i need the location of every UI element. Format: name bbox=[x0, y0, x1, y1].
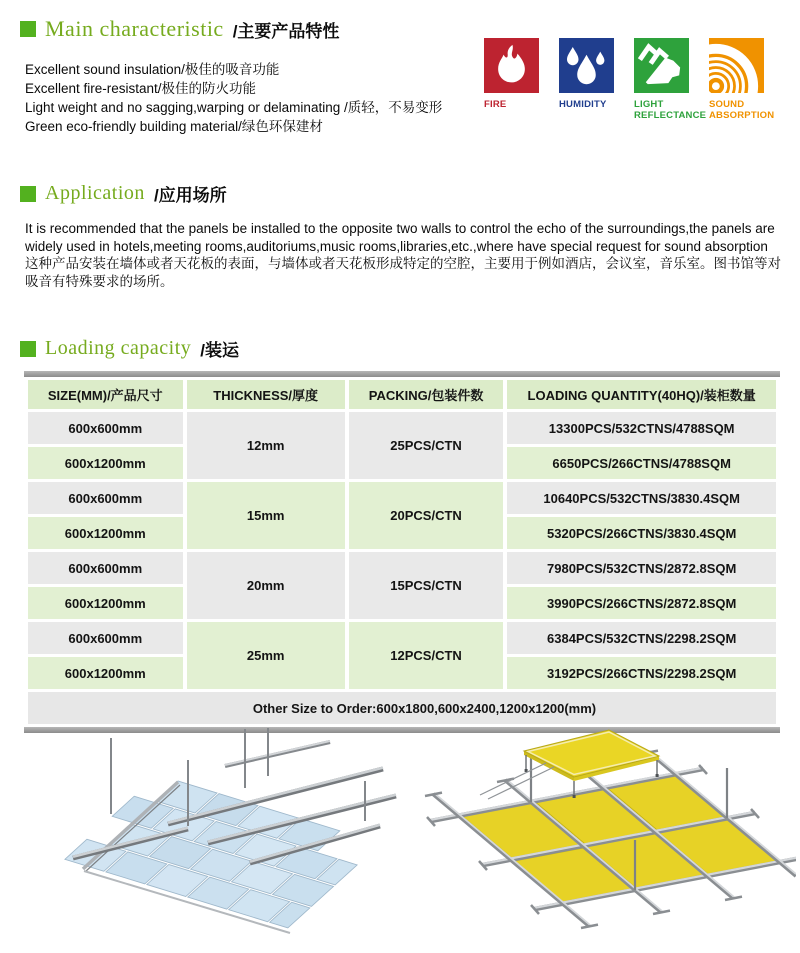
property-badges bbox=[484, 38, 775, 121]
loading-cell: 7980PCS/532CTNS/2872.8SQM bbox=[507, 552, 776, 584]
badge-sound-absorption bbox=[709, 38, 775, 121]
main-characteristic-heading bbox=[20, 16, 339, 42]
application-text-cn: 这种产品安装在墙体或者天花板的表面，与墙体或者天花板形成特定的空腔，主要用于例如酒店，会议室，音乐室。图书馆等对吸音有特殊要求的场所。 bbox=[25, 256, 781, 289]
header-size: SIZE(MM)/产品尺寸 bbox=[28, 380, 183, 409]
badge-humidity bbox=[559, 38, 625, 121]
light-reflectance-icon bbox=[634, 38, 689, 93]
loading-cell: 3192PCS/266CTNS/2298.2SQM bbox=[507, 657, 776, 689]
size-cell: 600x1200mm bbox=[28, 587, 183, 619]
t-grid-panel-diagram bbox=[404, 716, 796, 953]
suspended-ceiling-diagram bbox=[28, 726, 400, 952]
thickness-cell: 12mm bbox=[187, 412, 345, 479]
feature-line: Light weight and no sagging,warping or delaminating /质轻，不易变形 bbox=[25, 100, 443, 115]
header-thickness: THICKNESS/厚度 bbox=[187, 380, 345, 409]
header-packing: PACKING/包装件数 bbox=[349, 380, 504, 409]
feature-line: Excellent fire-resistant/极佳的防火功能 bbox=[25, 81, 257, 96]
thickness-cell: 25mm bbox=[187, 622, 345, 689]
badge-fire bbox=[484, 38, 550, 121]
table-row bbox=[28, 552, 776, 584]
packing-cell: 12PCS/CTN bbox=[349, 622, 504, 689]
size-cell: 600x600mm bbox=[28, 412, 183, 444]
packing-cell: 20PCS/CTN bbox=[349, 482, 504, 549]
heading-text-en: Application bbox=[45, 182, 145, 204]
loading-cell: 10640PCS/532CTNS/3830.4SQM bbox=[507, 482, 776, 514]
water-drops-icon bbox=[559, 38, 614, 93]
flame-icon bbox=[484, 38, 539, 93]
heading-text-en: Loading capacity bbox=[45, 337, 192, 359]
badge-label: SOUND ABSORPTION bbox=[709, 99, 775, 121]
heading-text-en: Main characteristic bbox=[45, 16, 224, 41]
packing-cell: 15PCS/CTN bbox=[349, 552, 504, 619]
table-row bbox=[28, 412, 776, 444]
badge-label: LIGHT REFLECTANCE bbox=[634, 99, 707, 121]
size-cell: 600x600mm bbox=[28, 482, 183, 514]
loading-cell: 3990PCS/266CTNS/2872.8SQM bbox=[507, 587, 776, 619]
size-cell: 600x1200mm bbox=[28, 517, 183, 549]
green-square-bullet-icon bbox=[20, 186, 36, 202]
other-size-note: Other Size to Order:600x1800,600x2400,1200x1200(mm) bbox=[28, 692, 776, 724]
table-row bbox=[28, 482, 776, 514]
heading-text-cn: /装运 bbox=[200, 341, 240, 360]
size-cell: 600x1200mm bbox=[28, 657, 183, 689]
table-header-row bbox=[28, 380, 776, 409]
application-paragraph bbox=[25, 220, 787, 290]
size-cell: 600x600mm bbox=[28, 552, 183, 584]
application-heading bbox=[20, 181, 227, 206]
heading-text-cn: /主要产品特性 bbox=[232, 21, 340, 41]
loading-cell: 13300PCS/532CTNS/4788SQM bbox=[507, 412, 776, 444]
loading-capacity-table-block bbox=[24, 371, 780, 733]
badge-label: FIRE bbox=[484, 99, 507, 110]
loading-cell: 6650PCS/266CTNS/4788SQM bbox=[507, 447, 776, 479]
application-text-en: It is recommended that the panels be installed to the opposite two walls to control the echo of the surroundings,the panels are widely used in hotels,meeting rooms,auditoriums,music rooms,libraries,etc.,where have special request for sound absorption bbox=[25, 221, 775, 254]
thickness-cell: 20mm bbox=[187, 552, 345, 619]
sound-waves-icon bbox=[709, 38, 764, 93]
badge-label: HUMIDITY bbox=[559, 99, 607, 110]
feature-line: Green eco-friendly building material/绿色环保建材 bbox=[25, 119, 323, 134]
feature-list bbox=[25, 60, 442, 136]
badge-light-reflectance bbox=[634, 38, 707, 121]
thickness-cell: 15mm bbox=[187, 482, 345, 549]
loading-cell: 6384PCS/532CTNS/2298.2SQM bbox=[507, 622, 776, 654]
header-loading-quantity: LOADING QUANTITY(40HQ)/装柜数量 bbox=[507, 380, 776, 409]
loading-cell: 5320PCS/266CTNS/3830.4SQM bbox=[507, 517, 776, 549]
size-cell: 600x1200mm bbox=[28, 447, 183, 479]
size-cell: 600x600mm bbox=[28, 622, 183, 654]
green-square-bullet-icon bbox=[20, 21, 36, 37]
table-row bbox=[28, 622, 776, 654]
packing-cell: 25PCS/CTN bbox=[349, 412, 504, 479]
loading-capacity-heading bbox=[20, 336, 239, 361]
feature-line: Excellent sound insulation/极佳的吸音功能 bbox=[25, 62, 280, 77]
green-square-bullet-icon bbox=[20, 341, 36, 357]
heading-text-cn: /应用场所 bbox=[153, 186, 227, 205]
loading-capacity-table bbox=[24, 377, 780, 727]
